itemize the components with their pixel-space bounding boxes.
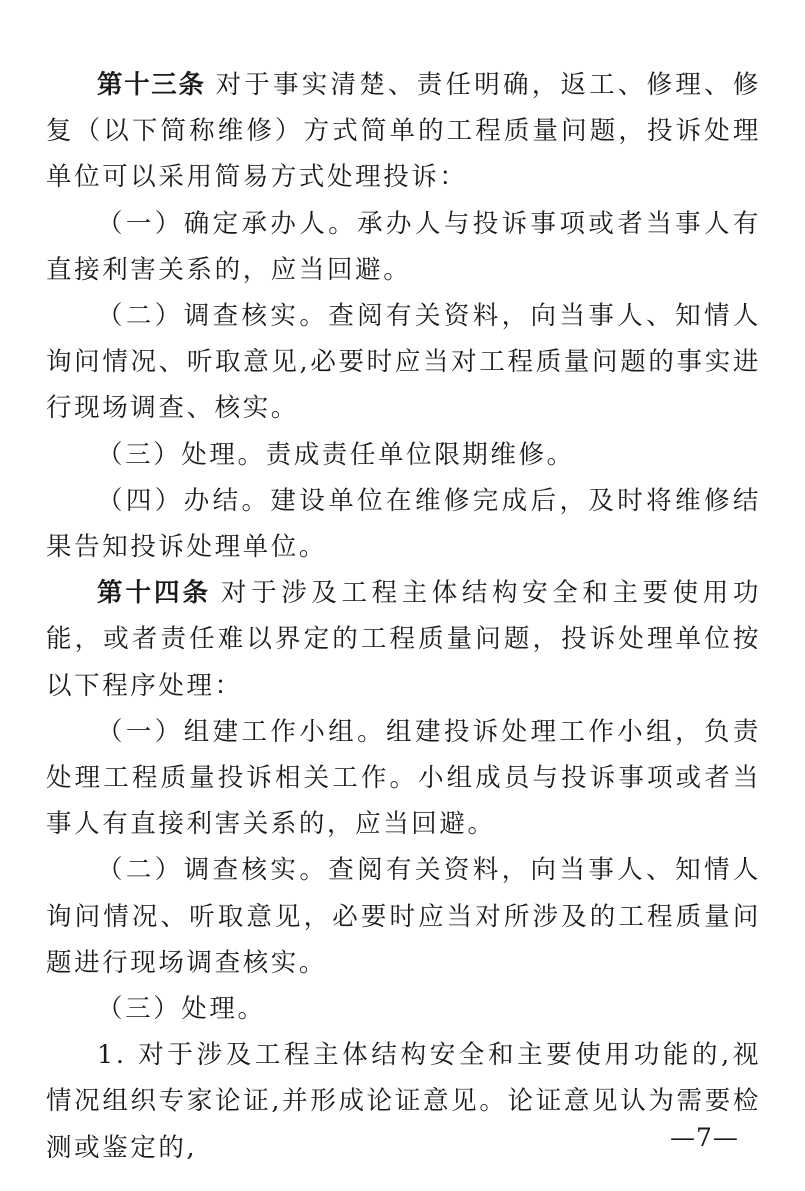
paragraph-item xyxy=(46,432,761,478)
paragraph-item xyxy=(46,293,761,432)
paragraph-item xyxy=(46,986,761,1032)
paragraph-text: （三）处理。责成责任单位限期维修。 xyxy=(97,439,575,470)
paragraph-article-13 xyxy=(46,62,761,201)
paragraph-item xyxy=(46,201,761,293)
article-heading: 第十三条 xyxy=(97,70,206,100)
paragraph-item xyxy=(46,847,761,986)
document-page xyxy=(46,62,761,1171)
page-number: —7— xyxy=(670,1123,739,1152)
paragraph-article-14 xyxy=(46,570,761,709)
paragraph-text: （二）调查核实。查阅有关资料，向当事人、知情人询问情况、听取意见，必要时应当对所涉及的工程质量问题进行现场调查核实。 xyxy=(46,855,761,978)
paragraph-text: 对于事实清楚、责任明确，返工、修理、修复（以下简称维修）方式简单的工程质量问题，投诉处理单位可以采用简易方式处理投诉： xyxy=(46,70,761,193)
paragraph-text: （一）确定承办人。承办人与投诉事项或者当事人有直接利害关系的，应当回避。 xyxy=(46,208,761,285)
paragraph-text: （二）调查核实。查阅有关资料，向当事人、知情人询问情况、听取意见,必要时应当对工程质量问题的事实进行现场调查、核实。 xyxy=(46,301,761,424)
paragraph-text: 1. 对于涉及工程主体结构安全和主要使用功能的,视情况组织专家论证,并形成论证意见。论证意见认为需要检测或鉴定的, xyxy=(46,1040,761,1163)
paragraph-item xyxy=(46,478,761,570)
paragraph-text: （四）办结。建设单位在维修完成后，及时将维修结果告知投诉处理单位。 xyxy=(46,485,761,563)
paragraph-item xyxy=(46,709,761,848)
article-heading: 第十四条 xyxy=(97,578,212,609)
paragraph-text: 对于涉及工程主体结构安全和主要使用功能，或者责任难以界定的工程质量问题，投诉处理单位按以下程序处理： xyxy=(46,578,761,701)
paragraph-text: （一）组建工作小组。组建投诉处理工作小组，负责处理工程质量投诉相关工作。小组成员与投诉事项或者当事人有直接利害关系的，应当回避。 xyxy=(46,716,761,840)
paragraph-item xyxy=(46,1032,761,1171)
paragraph-text: （三）处理。 xyxy=(97,994,266,1025)
